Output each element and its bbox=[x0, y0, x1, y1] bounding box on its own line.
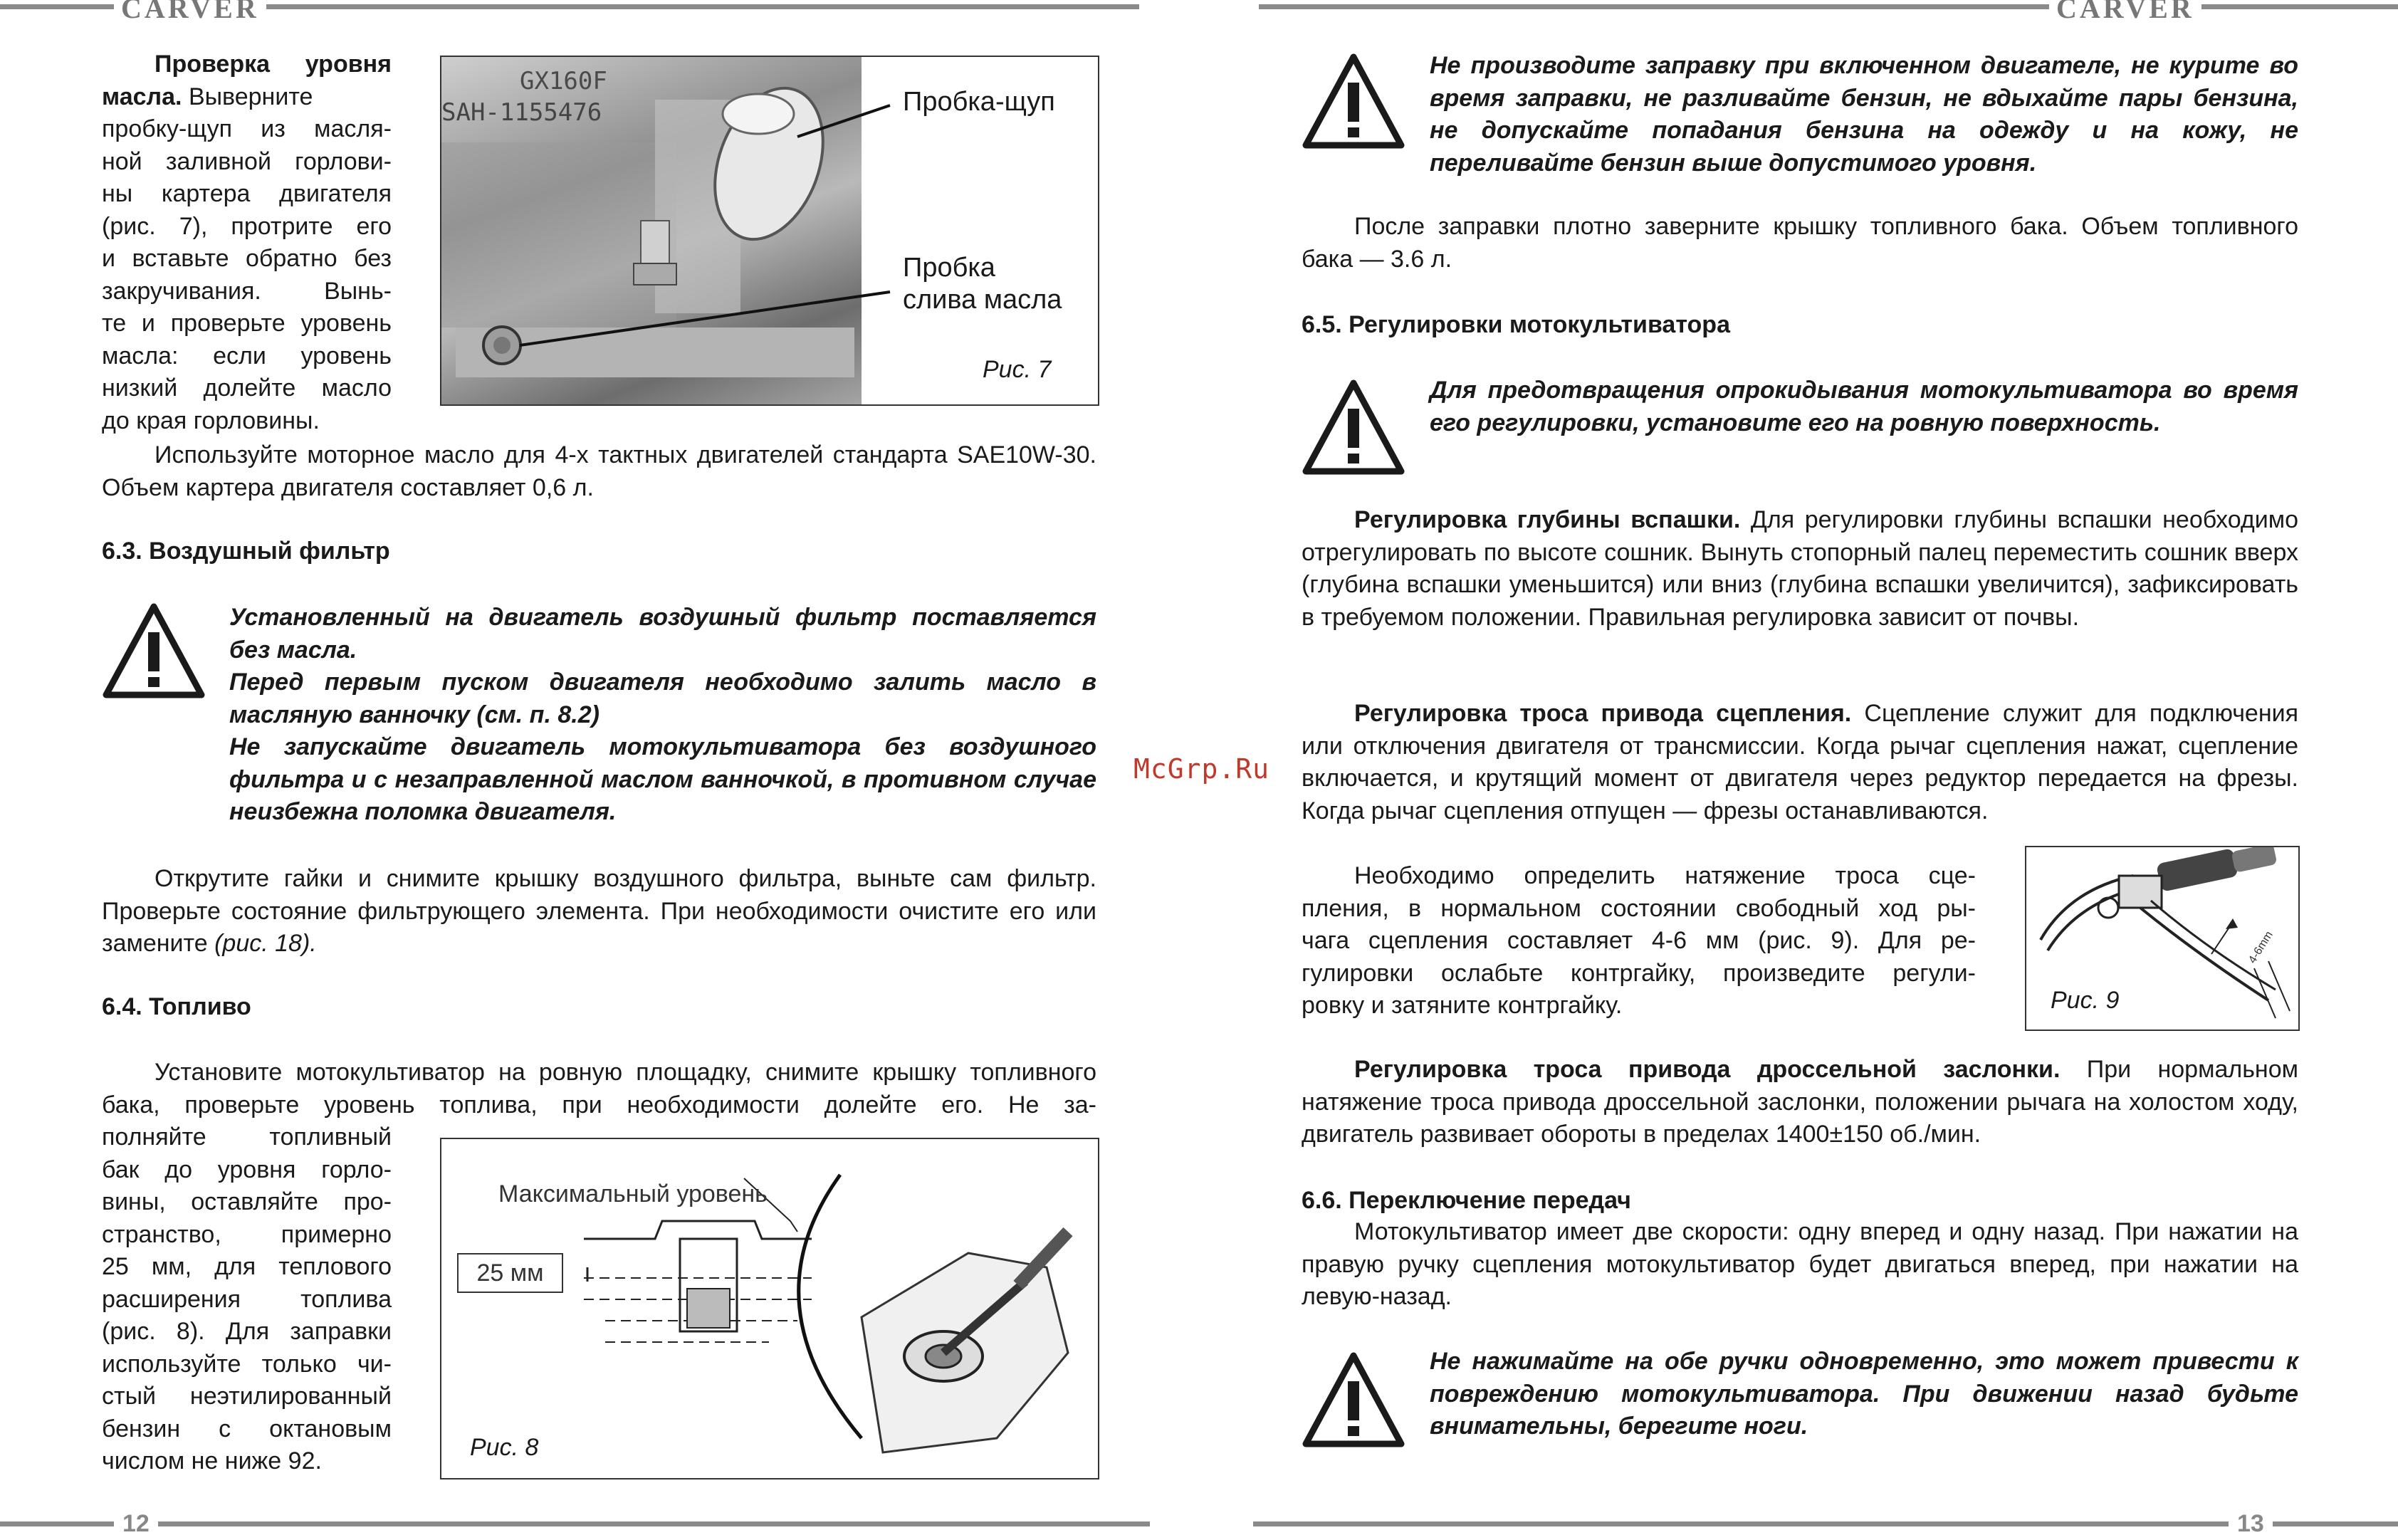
throttle-paragraph: Регулировка троса привода дроссельной заслонки. При нормальном натяжение троса привода дроссельной заслонки, положении рычага на холостом ходу, двигатель развивает обороты в пределах 1400±150 об./мин. bbox=[1302, 1056, 2298, 1148]
throttle-title: Регулировка троса привода дроссельной заслонки. bbox=[1354, 1056, 2061, 1083]
heading-adjustments: 6.5. Регулировки мотокультиватора bbox=[1302, 311, 1730, 338]
page-number-right: 13 bbox=[2229, 1509, 2273, 1538]
oil-check-title-line bbox=[102, 48, 392, 113]
fuel-line-10: бензин с октановым bbox=[102, 1415, 392, 1442]
fuel-line-8: используйте только чи- bbox=[102, 1350, 392, 1378]
fuel-line-5: 25 мм, для теплового bbox=[102, 1253, 392, 1280]
heading-fuel: 6.4. Топливо bbox=[102, 993, 251, 1020]
oil-check-line-1: Выверните bbox=[188, 83, 313, 110]
footer-rule-left bbox=[0, 1521, 1150, 1526]
fuel-paragraph-top: Установите мотокультиватор на ровную площадку, снимите крышку топливного бака, проверьте уровень топлива, при необходимости долейте его. Не за- bbox=[102, 1059, 1096, 1119]
warning-icon bbox=[102, 602, 206, 699]
page-number-left: 12 bbox=[114, 1509, 158, 1538]
clutch-line-2: пления, в нормальном состоянии свободный ход ры- bbox=[1302, 894, 1976, 922]
warning-icon bbox=[1302, 53, 1405, 150]
oil-check-line-5: (рис. 7), протрите его bbox=[102, 212, 392, 240]
air-filter-warning: Установленный на двигатель воздушный фильтр поставляется без масла. Перед первым пуском двигателя необходимо залить масло в масляную ванночку (см. п. 8.2) Не запускайте двигатель мотокультиватора без воздушного фильтра и с незаправленной маслом ванночкой, в противном случае неизбежна поломка двигателя. bbox=[229, 604, 1096, 825]
label-dipstick: Пробка-щуп bbox=[903, 87, 1055, 117]
label-max-level: Максимальный уровень bbox=[498, 1180, 768, 1208]
label-25mm: 25 мм bbox=[457, 1253, 563, 1293]
figure-9-caption: Рис. 9 bbox=[2051, 987, 2120, 1014]
warning-icon bbox=[1302, 1351, 1405, 1448]
fuel-line-1: полняйте топливный bbox=[102, 1123, 392, 1151]
engine-engraving-2: SAH-1155476 bbox=[441, 98, 602, 127]
figure-8-caption: Рис. 8 bbox=[470, 1434, 539, 1461]
clutch-line-3: чага сцепления составляет 4-6 мм (рис. 9). Для ре- bbox=[1302, 927, 1976, 954]
oil-check-line-10: низкий долейте масло bbox=[102, 374, 392, 402]
fuel-line-6: расширения топлива bbox=[102, 1285, 392, 1313]
oil-check-line-8: те и проверьте уровень bbox=[102, 310, 392, 337]
fuel-line-7: (рис. 8). Для заправки bbox=[102, 1318, 392, 1345]
clutch-title: Регулировка троса привода сцепления. bbox=[1354, 700, 1852, 727]
clutch-line-4: гулировки ослабьте контргайку, произведите регули- bbox=[1302, 959, 1976, 987]
air-filter-fig-ref: (рис. 18). bbox=[214, 930, 317, 957]
oil-check-line-9: масла: если уровень bbox=[102, 342, 392, 370]
fuel-line-2: бак до уровня горло- bbox=[102, 1156, 392, 1183]
fuel-line-4: странство, примерно bbox=[102, 1220, 392, 1248]
oil-check-line-6: и вставьте обратно без bbox=[102, 245, 392, 272]
header-rule-right bbox=[1259, 4, 2398, 9]
oil-check-line-11: до края горловины. bbox=[102, 407, 320, 434]
brand-logo-left: CARVER bbox=[114, 0, 266, 23]
figure-8 bbox=[440, 1138, 1099, 1479]
figure-9 bbox=[2025, 846, 2300, 1031]
after-fuel-paragraph: После заправки плотно заверните крышку топливного бака. Объем топливного бака — 3.6 л. bbox=[1302, 213, 2298, 273]
air-filter-paragraph: Открутите гайки и снимите крышку воздушного фильтра, выньте сам фильтр. Проверьте состояние фильтрующего элемента. При необходимости очистите его или замените (рис. 18). bbox=[102, 865, 1096, 957]
oil-paragraph-2: Используйте моторное масло для 4-х тактных двигателей стандарта SAE10W-30. Объем картера двигателя составляет 0,6 л. bbox=[102, 441, 1096, 501]
brand-logo-right: CARVER bbox=[2049, 0, 2201, 23]
fuel-line-11: числом не ниже 92. bbox=[102, 1447, 322, 1474]
oil-check-line-2: пробку-щуп из масля- bbox=[102, 115, 392, 142]
oil-check-line-4: ны картера двигателя bbox=[102, 180, 392, 207]
depth-paragraph: Регулировка глубины вспашки. Для регулировки глубины вспашки необходимо отрегулировать по высоте сошник. Вынуть стопорный палец переместить сошник вверх (глубина вспашки уменьшится) или вниз (глубина вспашки увеличится), зафиксировать в требуемом положении. Правильная регулировка зависит от почвы. bbox=[1302, 506, 2298, 631]
footer-rule-right bbox=[1253, 1521, 2398, 1526]
clutch-line-1: Необходимо определить натяжение троса сце- bbox=[1354, 862, 1976, 889]
fuel-line-9: стый неэтилированный bbox=[102, 1383, 392, 1410]
oil-check-title: Проверка уровня масла. bbox=[102, 51, 392, 110]
fuel-warning: Не производите заправку при включенном двигателе, не курите во время заправки, не разливайте бензин, не вдыхайте пары бензина, не допускайте попадания бензина на одежду и на кожу, не переливайте бензин выше допустимого уровня. bbox=[1430, 52, 2298, 177]
oil-check-column bbox=[102, 48, 392, 437]
label-4-6mm: 4-6mm bbox=[2246, 929, 2276, 966]
clutch-line-5: ровку и затяните контргайку. bbox=[1302, 992, 1623, 1019]
watermark: McGrp.Ru bbox=[1133, 753, 1270, 785]
depth-title: Регулировка глубины вспашки. bbox=[1354, 506, 1741, 533]
oil-check-line-3: ной заливной горлови- bbox=[102, 147, 392, 175]
heading-gears: 6.6. Переключение передач bbox=[1302, 1187, 1631, 1214]
figure-7-caption: Рис. 7 bbox=[983, 356, 1052, 383]
heading-air-filter: 6.3. Воздушный фильтр bbox=[102, 538, 390, 565]
engine-engraving-1: GX160F bbox=[520, 67, 607, 95]
gears-paragraph: Мотокультиватор имеет две скорости: одну вперед и одну назад. При нажатии на правую ручку сцепления мотокультиватор будет двигаться вперед, при нажатии на левую-назад. bbox=[1302, 1218, 2298, 1310]
label-drain-line-2: слива масла bbox=[903, 285, 1062, 315]
warning-icon bbox=[1302, 379, 1405, 476]
figure-7 bbox=[440, 56, 1099, 406]
label-drain-line-1: Пробка bbox=[903, 253, 995, 283]
gears-warning: Не нажимайте на обе ручки одновременно, это может привести к повреждению мотокультиватора. При движении назад будьте внимательны, берегите ноги. bbox=[1430, 1348, 2298, 1440]
adjust-warning: Для предотвращения опрокидывания мотокультиватора во время его регулировки, установите его на ровную поверхность. bbox=[1430, 377, 2298, 436]
clutch-paragraph: Регулировка троса привода сцепления. Сцепление служит для подключения или отключения двигателя от трансмиссии. Когда рычаг сцепления нажат, сцепление включается, и крутящий момент от двигателя через редуктор передается на фрезы. Когда рычаг сцепления отпущен — фрезы останавливаются. bbox=[1302, 700, 2298, 824]
fuel-column bbox=[102, 1121, 392, 1478]
clutch-column bbox=[1302, 860, 1976, 1022]
oil-check-line-7: закручивания. Вынь- bbox=[102, 277, 392, 305]
fuel-line-3: вины, оставляйте про- bbox=[102, 1188, 392, 1215]
